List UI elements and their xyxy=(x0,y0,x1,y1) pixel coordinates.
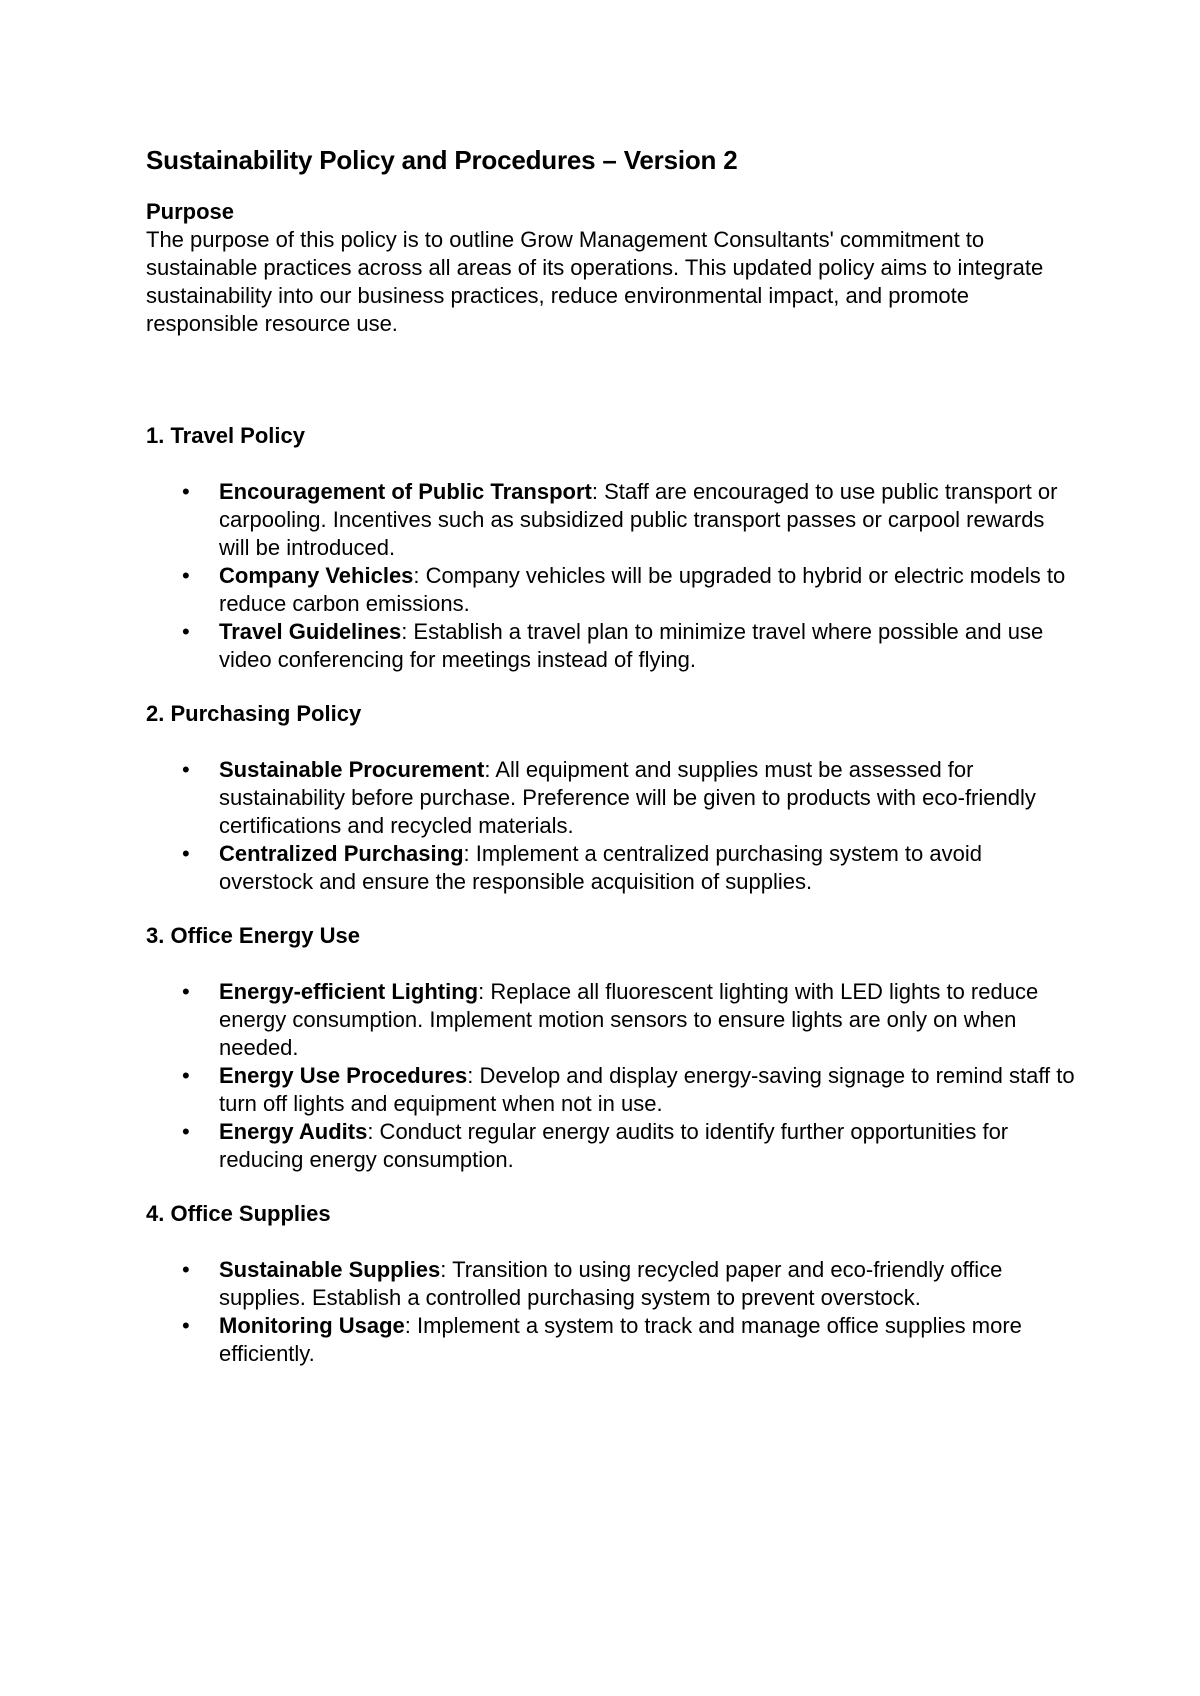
list-item xyxy=(146,978,1076,1062)
bullet-icon: • xyxy=(182,1119,190,1144)
section-heading: 4. Office Supplies xyxy=(146,1201,331,1226)
section-purchasing-policy xyxy=(146,700,1076,896)
section-office-energy-use xyxy=(146,922,1076,1174)
item-term: Travel Guidelines xyxy=(219,619,402,644)
list-item xyxy=(146,562,1076,618)
bullet-icon: • xyxy=(182,757,190,782)
bullet-icon: • xyxy=(182,619,190,644)
list-item xyxy=(146,756,1076,840)
item-term: Energy-efficient Lighting xyxy=(219,979,479,1004)
section-office-supplies xyxy=(146,1200,1076,1368)
item-text: : Transition to using recycled paper and eco-friendly office supplies. Establish a controlled purchasing system to prevent overstock. xyxy=(219,1257,1003,1310)
bullet-icon: • xyxy=(182,563,190,588)
list-item xyxy=(146,840,1076,896)
section-heading: 2. Purchasing Policy xyxy=(146,701,362,726)
section-travel-policy xyxy=(146,422,1076,674)
bullet-list xyxy=(146,1256,1076,1368)
bullet-list xyxy=(146,478,1076,674)
section-heading: 3. Office Energy Use xyxy=(146,923,360,948)
item-term: Encouragement of Public Transport xyxy=(219,479,592,504)
list-item xyxy=(146,618,1076,674)
bullet-icon: • xyxy=(182,841,190,866)
item-term: Energy Use Procedures xyxy=(219,1063,468,1088)
item-term: Company Vehicles xyxy=(219,563,414,588)
bullet-icon: • xyxy=(182,1313,190,1338)
item-text: : Establish a travel plan to minimize travel where possible and use video conferencing for meetings instead of flying. xyxy=(219,619,1044,672)
document-title: Sustainability Policy and Procedures – Version 2 xyxy=(146,145,738,175)
document-page xyxy=(146,142,1076,1368)
item-text: : Staff are encouraged to use public transport or carpooling. Incentives such as subsidized public transport passes or carpool rewards will be introduced. xyxy=(219,479,1058,560)
list-item xyxy=(146,478,1076,562)
bullet-icon: • xyxy=(182,479,190,504)
list-item xyxy=(146,1062,1076,1118)
item-text: : Implement a centralized purchasing system to avoid overstock and ensure the responsible acquisition of supplies. xyxy=(219,841,982,894)
list-item xyxy=(146,1118,1076,1174)
item-text: : Company vehicles will be upgraded to hybrid or electric models to reduce carbon emissions. xyxy=(219,563,1066,616)
item-text: : Implement a system to track and manage office supplies more efficiently. xyxy=(219,1313,1022,1366)
purpose-text: The purpose of this policy is to outline Grow Management Consultants' commitment to sustainable practices across all areas of its operations. This updated policy aims to integrate sustainability into our business practices, reduce environmental impact, and promote responsible resource use. xyxy=(146,227,1044,336)
item-text: : Replace all fluorescent lighting with LED lights to reduce energy consumption. Implement motion sensors to ensure lights are only on when needed. xyxy=(219,979,1039,1060)
list-item xyxy=(146,1312,1076,1368)
section-heading: 1. Travel Policy xyxy=(146,423,305,448)
bullet-icon: • xyxy=(182,1257,190,1282)
item-term: Sustainable Procurement xyxy=(219,757,485,782)
item-text: : Develop and display energy-saving signage to remind staff to turn off lights and equipment when not in use. xyxy=(219,1063,1075,1116)
item-text: : All equipment and supplies must be assessed for sustainability before purchase. Preference will be given to products with eco-friendly certifications and recycled materials. xyxy=(219,757,1036,838)
item-term: Energy Audits xyxy=(219,1119,368,1144)
item-text: : Conduct regular energy audits to identify further opportunities for reducing energy consumption. xyxy=(219,1119,1009,1172)
purpose-heading: Purpose xyxy=(146,199,235,224)
item-term: Sustainable Supplies xyxy=(219,1257,441,1282)
bullet-list xyxy=(146,756,1076,896)
item-term: Monitoring Usage xyxy=(219,1313,405,1338)
bullet-icon: • xyxy=(182,979,190,1004)
bullet-list xyxy=(146,978,1076,1174)
item-term: Centralized Purchasing xyxy=(219,841,464,866)
bullet-icon: • xyxy=(182,1063,190,1088)
list-item xyxy=(146,1256,1076,1312)
